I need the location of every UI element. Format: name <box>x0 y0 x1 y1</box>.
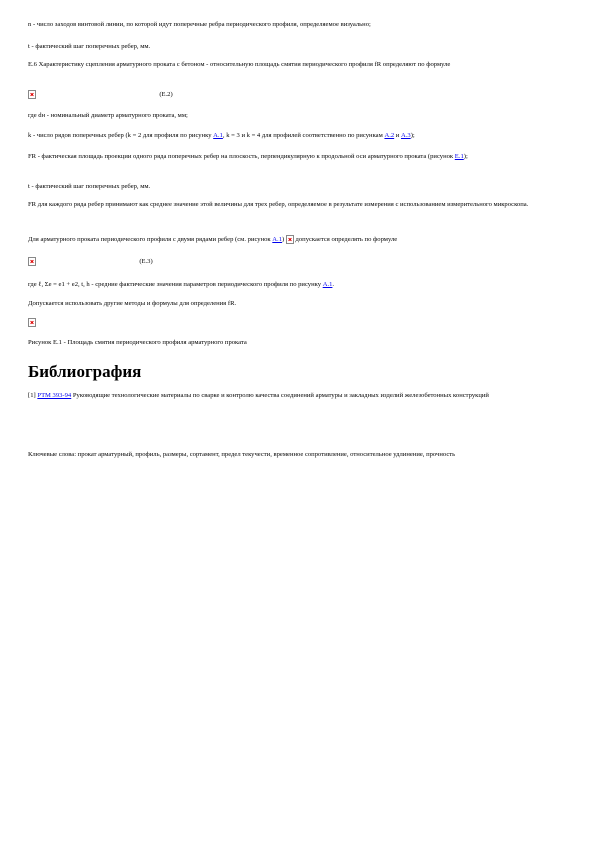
text-other-methods: Допускается использовать другие методы и формулы для определения fR. <box>28 300 237 307</box>
text-fragment: допускается определять по формуле <box>293 236 398 244</box>
figure-e1-image-row <box>28 318 36 328</box>
text-number-of-threads: n - число заходов винтовой линии, по которой идут поперечные ребра периодического профиля, определяемое визуально; <box>28 21 371 28</box>
formula-e3-number: (Е.3) <box>139 258 153 266</box>
keywords: Ключевые слова: прокат арматурный, профиль, размеры, сортамент, предел текучести, временное сопротивление, относительное удлинение, прочность <box>28 451 456 458</box>
text-fragment: FR - фактическая площадь проекции одного ряда поперечных ребер на плоскость, перпендикулярную к продольной оси арматурного проката (рисунок <box>28 153 455 160</box>
text-profile-params <box>28 280 334 290</box>
text-fragment: Для арматурного проката периодического профиля с двумя рядами ребер (см. рисунок <box>28 236 273 244</box>
text-section-e6: Е.6 Характеристику сцепления арматурного проката с бетоном - относительную площадь смятия периодического профиля fR определяют по формуле <box>28 61 451 68</box>
text-fragment: ) <box>282 236 286 244</box>
bibliography-entry-1 <box>28 391 558 401</box>
link-rtm-393-94[interactable]: РТМ 393-94 <box>37 392 72 399</box>
text-rib-pitch-2: t - фактический шаг поперечных ребер, мм. <box>28 183 151 190</box>
text-fragment: Руководящие технологические материалы по сварке и контролю качества соединений арматуры и закладных изделий железобетонных конструкций <box>71 392 489 399</box>
text-fragment: . <box>332 281 335 288</box>
text-fr-average: FR для каждого ряда ребер принимают как среднее значение этой величины для трех ребер, определяемое в результате измерения с использованием измерительного микроскопа. <box>28 201 529 208</box>
text-fragment: где ℓ, Σe = e1 + e2, t, h - средние фактические значения параметров периодического профиля по рисунку <box>28 281 323 288</box>
text-projection-area <box>28 152 558 162</box>
broken-image-icon <box>286 235 294 244</box>
text-fragment: и <box>394 132 401 139</box>
link-figure-a1-c[interactable]: А.1 <box>322 281 333 288</box>
text-fragment: , k = 3 и k = 4 для профилей соответственно по рисункам <box>222 132 385 139</box>
bibliography-heading: Библиография <box>28 362 142 381</box>
formula-e2-row <box>28 90 173 100</box>
figure-e1-caption: Рисунок Е.1 - Площадь смятия периодического профиля арматурного проката <box>28 339 247 346</box>
link-figure-a1[interactable]: А.1 <box>213 132 223 139</box>
link-figure-a1-b[interactable]: А.1 <box>272 236 283 244</box>
text-fragment: k - число рядов поперечных ребер (k = 2 для профиля по рисунку <box>28 132 214 139</box>
text-rib-rows <box>28 131 415 141</box>
text-two-rows <box>28 235 397 245</box>
text-fragment: ); <box>410 132 415 139</box>
link-figure-a2[interactable]: А.2 <box>384 132 395 139</box>
text-fragment: ); <box>463 153 468 160</box>
link-figure-e1[interactable]: Е.1 <box>454 153 464 160</box>
formula-e3-row <box>28 257 153 267</box>
text-rib-pitch: t - фактический шаг поперечных ребер, мм. <box>28 43 151 50</box>
link-figure-a3[interactable]: А.3 <box>400 132 411 139</box>
broken-image-icon <box>28 90 36 99</box>
broken-image-icon <box>28 257 36 266</box>
broken-image-icon <box>28 318 36 327</box>
text-nominal-diameter: где dн - номинальный диаметр арматурного проката, мм; <box>28 112 188 119</box>
formula-e2-number: (Е.2) <box>159 91 173 99</box>
text-fragment: [1] <box>28 392 38 399</box>
